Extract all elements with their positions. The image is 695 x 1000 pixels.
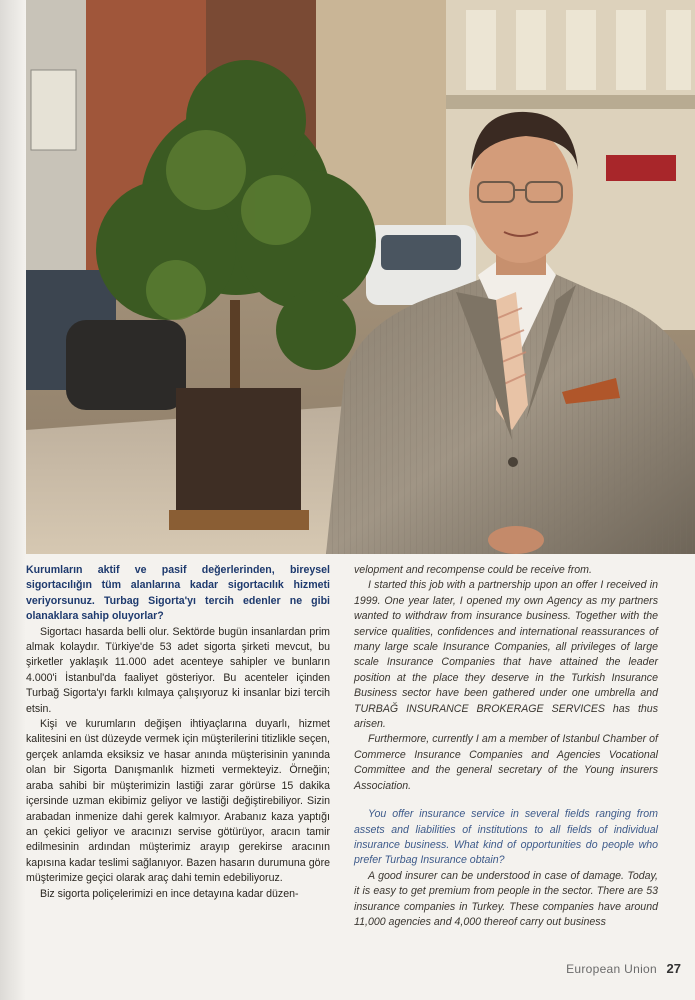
- turkish-paragraph: Biz sigorta poliçelerimizi en ince detayına kadar düzen-: [40, 887, 299, 900]
- english-continuation: velopment and recompense could be receive from.: [354, 564, 592, 576]
- turkish-column: [26, 563, 330, 902]
- page-gutter: [0, 0, 26, 1000]
- page-footer: [0, 956, 695, 986]
- turkish-paragraph: Kişi ve kurumların değişen ihtiyaçlarına duyarlı, hizmet kalitesini en üst düzeyde vermek için müşterilerini titizlikle seçen, gerçek anlamda eksiksiz ve hasar anında müşterisinin yanında olan bir Sigorta Danışmanlık hizmeti vermekteyiz. Örneğin; araba sahibi bir müşterimizin lastiği zarar görürse 15 dakika içersinde uzman ekibimiz geliyor ve lastiği değiştirebiliyor. Sizin arabadan inmenize dahi gerek kalmıyor. Arabanız kaza yaptığı an çekici geliyor ve aracınızı servise götürüyor, aracın tamir edilmesinin ardından müşterimiz arayıp gerekirse aracının kapısına kadar teslimi sağlanıyor. Bazen hasarın durumuna göre müşterimize geçici olarak araç dahi temin edebiliyoruz.: [26, 718, 330, 885]
- english-paragraph: I started this job with a partnership upon an offer I received in 1999. One year later, I opened my own Agency as my partners wanted to withdraw from insurance business. Together with the service qualities, confidences and international reassurances of many large scale Insurance Companies, all privileges of large scale Insurance Companies that have attained the leader position at the place they deserve in the Turkish Insurance Business sector have been gathered under one umbrella and TURBAĞ INSURANCE BROKERAGE SERVICES has thus arisen.: [354, 579, 658, 731]
- english-column: [354, 563, 658, 930]
- english-paragraph: Furthermore, currently I am a member of Istanbul Chamber of Commerce Insurance Companies and Agencies Vocational Committee and the general secretary of the Young insurers Association.: [354, 733, 658, 792]
- turkish-question: Kurumların aktif ve pasif değerlerinden, bireysel sigortacılığın tüm alanlarına kadar sigortacılık hizmeti veriyorsunuz. Turbag Sigorta'yı tercih edenler ne gibi olanaklara sahip oluyorlar?: [26, 564, 330, 623]
- article-body: [26, 563, 666, 943]
- portrait-photo: [26, 0, 695, 554]
- page-number: 27: [666, 961, 681, 976]
- english-question: You offer insurance service in several fields ranging from assets and liabilities of institutions to all fields of individual insurance business. What kind of opportunities do people who prefer Turbag Insurance obtain?: [354, 808, 658, 867]
- english-answer: A good insurer can be understood in case of damage. Today, it is easy to get premium from people in the sector. There are 53 insurance companies in Turkey. These companies have around 11,000 agencies and 4,000 thereof carry out business: [354, 869, 658, 928]
- turkish-paragraph: Sigortacı hasarda belli olur. Sektörde bugün insanlardan prim almak kolaydır. Türkiye'de 53 adet sigorta şirketi mevcut, bu şirketler yaklaşık 11.000 adet acenteye sahipler ve bunların 4.000'i İstanbul'da faaliyet gösteriyor. Bu acenteler içinden Turbağ Sigorta'yı farklı kılmaya çalışıyoruz ki insanlar bizi tercih etsin.: [26, 625, 330, 715]
- magazine-name: European Union: [566, 962, 657, 976]
